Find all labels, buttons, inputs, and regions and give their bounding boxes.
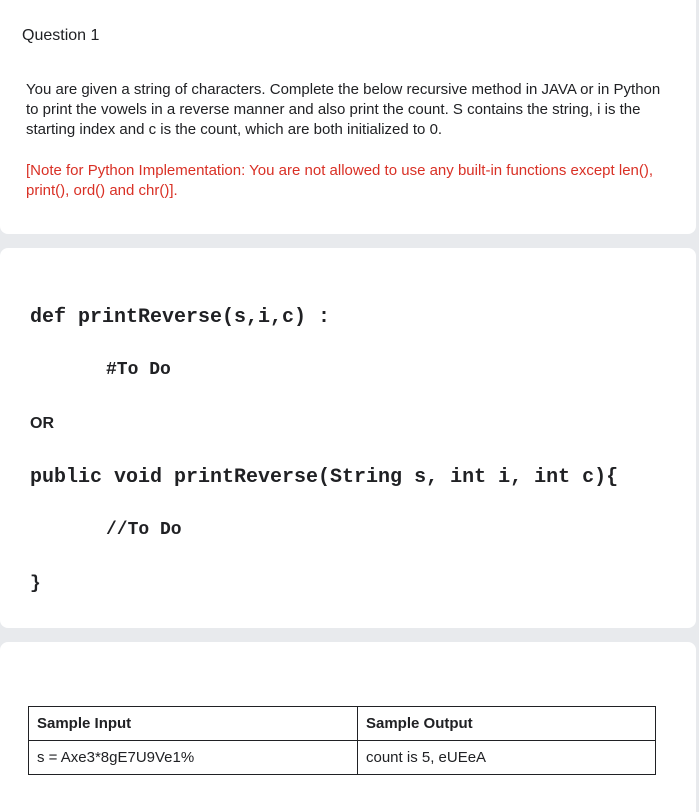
table-row: [29, 741, 656, 775]
code-card: [0, 248, 696, 628]
sample-output-value: count is 5, eUEeA: [358, 741, 656, 775]
python-signature: def printReverse(s,i,c) :: [30, 306, 331, 329]
sample-table: [28, 706, 656, 775]
question-card: [0, 0, 696, 234]
question-text: You are given a string of characters. Complete the below recursive method in JAVA or in Python to print the vowels in a reverse manner and also print the count. S contains the string, i is the starting index and c is the count, which are both initialized to 0.: [26, 81, 661, 138]
java-todo: //To Do: [106, 520, 182, 540]
java-signature: public void printReverse(String s, int i, int c){: [30, 466, 619, 489]
question-title: Question 1: [22, 27, 100, 44]
sample-output-header: Sample Output: [358, 707, 656, 741]
or-label: OR: [30, 415, 54, 432]
sample-input-value: s = Axe3*8gE7U9Ve1%: [29, 741, 358, 775]
python-todo: #To Do: [106, 360, 171, 380]
table-header-row: [29, 707, 656, 741]
java-closing-brace: }: [30, 574, 41, 594]
sample-input-header: Sample Input: [29, 707, 358, 741]
question-note: [Note for Python Implementation: You are not allowed to use any built-in functions except len(), print(), ord() and chr()].: [26, 162, 654, 199]
